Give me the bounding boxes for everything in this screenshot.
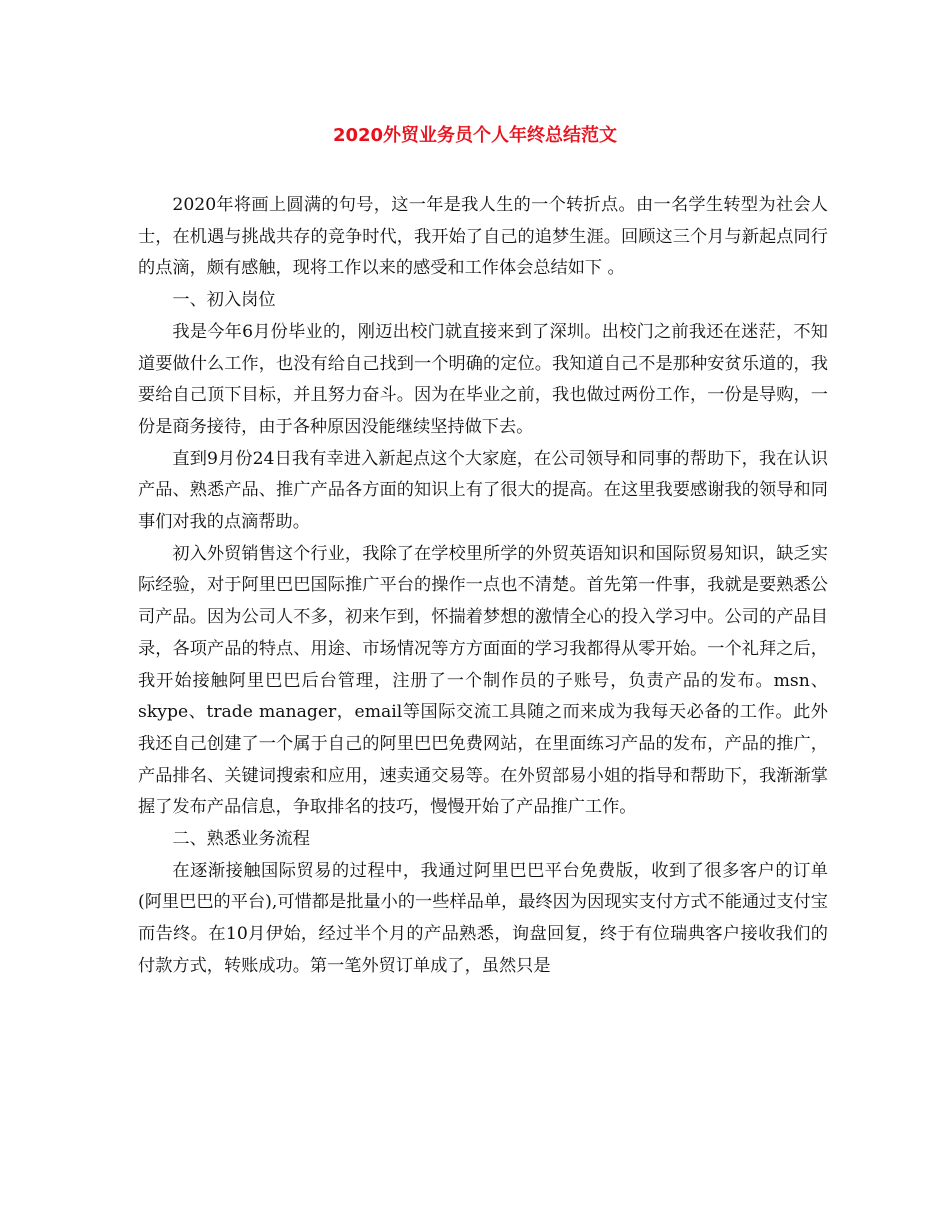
paragraph: 直到9月份24日我有幸进入新起点这个大家庭，在公司领导和同事的帮助下，我在认识产品、熟悉产品、推广产品各方面的知识上有了很大的提高。在这里我要感谢我的领导和同事们对我的点滴帮助。 [138, 448, 828, 533]
section-heading-1: 一、初入岗位 [172, 290, 276, 311]
paragraph-intro: 2020年将画上圆满的句号，这一年是我人生的一个转折点。由一名学生转型为社会人士，在机遇与挑战共存的竞争时代，我开始了自己的追梦生涯。回顾这三个月与新起点同行的点滴，颇有感触，现将工作以来的感受和工作体会总结如下 。 [138, 195, 828, 279]
document-title: 2020外贸业务员个人年终总结范文 [332, 125, 618, 146]
paragraph: 我是今年6月份毕业的，刚迈出校门就直接来到了深圳。出校门之前我还在迷茫，不知道要做什么工作，也没有给自己找到一个明确的定位。我知道自己不是那种安贫乐道的，我要给自己顶下目标，并且努力奋斗。因为在毕业之前，我也做过两份工作，一份是导购，一份是商务接待，由于各种原因没能继续坚持做下去。 [138, 321, 828, 437]
document-body [138, 190, 828, 983]
paragraph: 初入外贸销售这个行业，我除了在学校里所学的外贸英语知识和国际贸易知识，缺乏实际经验，对于阿里巴巴国际推广平台的操作一点也不清楚。首先第一件事，我就是要熟悉公司产品。因为公司人不多，初来乍到，怀揣着梦想的激情全心的投入学习中。公司的产品目录，各项产品的特点、用途、市场情况等方方面面的学习我都得从零开始。一个礼拜之后，我开始接触阿里巴巴后台管理，注册了一个制作员的子账号，负责产品的发布。msn、skype、trade manager，email等国际交流工具随之而来成为我每天必备的工作。此外我还自己创建了一个属于自己的阿里巴巴免费网站，在里面练习产品的发布，产品的推广，产品排名、关键词搜索和应用，速卖通交易等。在外贸部易小姐的指导和帮助下，我渐渐掌握了发布产品信息，争取排名的技巧，慢慢开始了产品推广工作。 [138, 543, 828, 818]
section-heading-2: 二、熟悉业务流程 [172, 829, 310, 850]
paragraph: 在逐渐接触国际贸易的过程中，我通过阿里巴巴平台免费版，收到了很多客户的订单(阿里巴巴的平台),可惜都是批量小的一些样品单，最终因为因现实支付方式不能通过支付宝而告终。在10月伊始，经过半个月的产品熟悉，询盘回复，终于有位瑞典客户接收我们的付款方式，转账成功。第一笔外贸订单成了，虽然只是 [138, 860, 828, 976]
